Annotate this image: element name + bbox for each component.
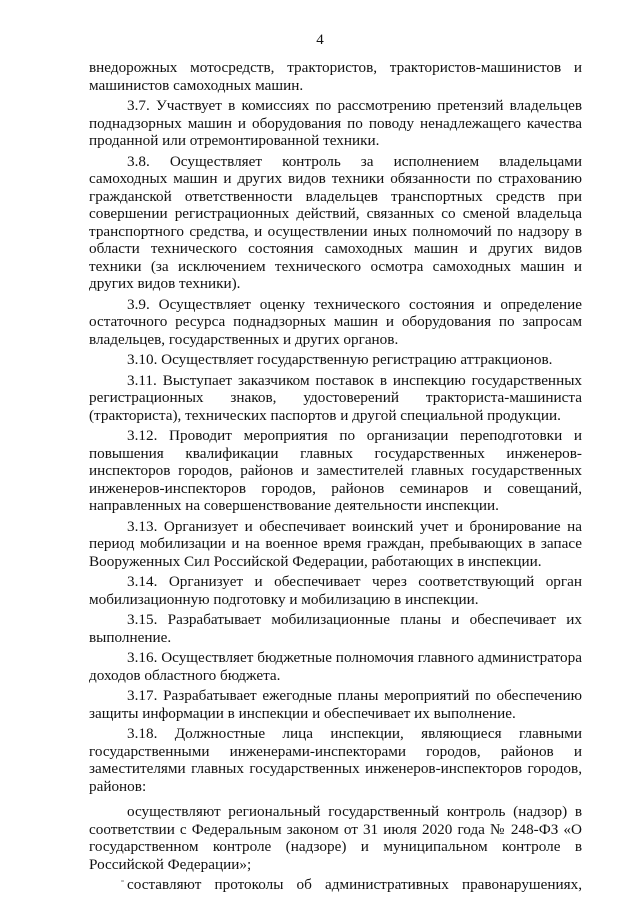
paragraph-3-18: 3.18. Должностные лица инспекции, являющиеся главными государственными инженерами-инспекторами городов, районов и заместителями главных государственных инженеров-инспекторов городов, районов:: [89, 725, 582, 795]
paragraph-continuation: внедорожных мотосредств, трактористов, трактористов-машинистов и машинистов самоходных машин.: [89, 59, 582, 94]
paragraph-3-14: 3.14. Организует и обеспечивает через соответствующий орган мобилизационную подготовку и мобилизацию в инспекции.: [89, 573, 582, 608]
paragraph-3-16: 3.16. Осуществляет бюджетные полномочия главного администратора доходов областного бюджета.: [89, 649, 582, 684]
paragraph-3-11: 3.11. Выступает заказчиком поставок в инспекцию государственных регистрационных знаков, удостоверений тракториста-машиниста (тракториста), технических паспортов и другой специальной продукции.: [89, 371, 582, 424]
paragraph-3-12: 3.12. Проводит мероприятия по организации переподготовки и повышения квалификации главных государственных инженеров-инспекторов городов, районов и заместителей главных государственных инженеров-инспекторов городов, районов семинаров и совещаний, направленных на совершенствование деятельности инспекции.: [89, 427, 582, 514]
paragraph-3-17: 3.17. Разрабатывает ежегодные планы мероприятий по обеспечению защиты информации в инспекции и обеспечивает их выполнение.: [89, 687, 582, 722]
paragraph-3-13: 3.13. Организует и обеспечивает воинский учет и бронирование на период мобилизации и на военное время граждан, пребывающих в запасе Вооруженных Сил Российской Федерации, работающих в инспекции.: [89, 517, 582, 570]
page-number: 4: [316, 32, 324, 48]
paragraph-3-8: 3.8. Осуществляет контроль за исполнением владельцами самоходных машин и других видов техники обязанности по страхованию гражданской ответственности владельцев транспортных средств при совершении регистрационных действий, связанных со сменой владельца транспортного средства, и осуществлении иных полномочий по надзору в области технического состояния самоходных машин и других видов техники (за исключением технического осмотра самоходных машин и других видов техники).: [89, 152, 582, 292]
scan-artifact: [121, 880, 124, 882]
document-body: [89, 59, 582, 894]
paragraph-3-15: 3.15. Разрабатывает мобилизационные планы и обеспечивает их выполнение.: [89, 611, 582, 646]
paragraph-3-10: 3.10. Осуществляет государственную регистрацию аттракционов.: [127, 351, 553, 368]
paragraph-3-18-item-protocols: составляют протоколы об административных правонарушениях,: [127, 876, 582, 893]
paragraph-3-9: 3.9. Осуществляет оценку технического состояния и определение остаточного ресурса поднадзорных машин и оборудования по запросам владельцев, государственных и других органов.: [89, 295, 582, 348]
paragraph-3-7: 3.7. Участвует в комиссиях по рассмотрению претензий владельцев поднадзорных машин и оборудования по поводу ненадлежащего качества проданной или отремонтированной техники.: [89, 97, 582, 149]
paragraph-3-18-item-control: осуществляют региональный государственный контроль (надзор) в соответствии с Федеральным законом от 31 июля 2020 года № 248-ФЗ «О государственном контроле (надзоре) и муниципальном контроле в Российской Федерации»;: [89, 803, 582, 873]
